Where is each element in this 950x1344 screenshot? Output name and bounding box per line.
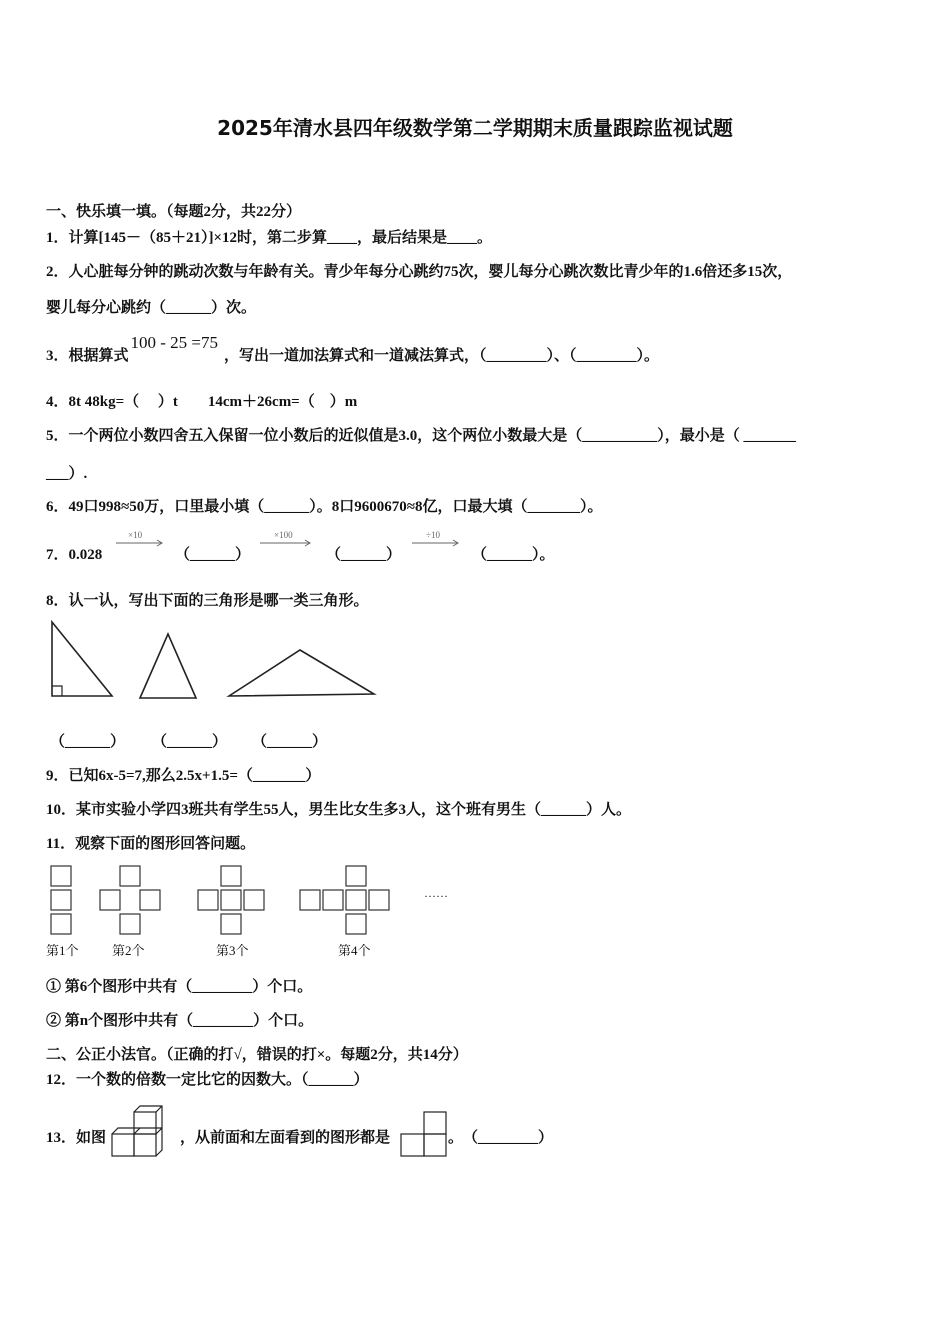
question-7-blank-3: （______）。 xyxy=(472,547,555,563)
question-2-line-2: 婴儿每分心跳约（______）次。 xyxy=(46,300,257,316)
question-13-suffix: 。 （________） xyxy=(448,1130,554,1146)
section-1-heading: 一、快乐填一填。（每题2分，共22分） xyxy=(46,204,302,220)
question-8-blank-2: （______） xyxy=(152,734,228,750)
pattern-figure-2 xyxy=(100,866,160,934)
question-13-prefix: 13．如图 xyxy=(46,1130,107,1146)
question-6: 6．49口998≈50万，口里最小填（______）。8口9600670≈8亿，口最大填（_______）。 xyxy=(46,499,603,515)
square-pattern-figure xyxy=(46,864,466,940)
question-4: 4．8t 48kg=（ ）t 14cm＋26cm=（ ）m xyxy=(46,394,358,410)
right-triangle xyxy=(52,622,112,696)
page-title: 2025年清水县四年级数学第二学期期末质量跟踪监视试题 xyxy=(217,116,733,140)
question-8: 8．认一认，写出下面的三角形是哪一类三角形。 xyxy=(46,593,369,609)
arrow-label-1: ×10 xyxy=(128,530,143,540)
question-7-blank-1: （______） xyxy=(175,547,251,563)
question-2-line-1: 2．人心脏每分钟的跳动次数与年龄有关。青少年每分心跳约75次，婴儿每分心跳次数比青少年的1.6倍还多15次， xyxy=(46,264,793,280)
pattern-label-1: 第1个 xyxy=(46,943,79,958)
question-7-blank-2: （______） xyxy=(326,547,402,563)
arrow-label-3: ÷10 xyxy=(426,530,440,540)
cube-stack-figure xyxy=(110,1098,180,1160)
question-9: 9．已知6x-5=7,那么2.5x+1.5=（_______） xyxy=(46,768,321,784)
question-5-line-1: 5．一个两位小数四舍五入保留一位小数后的近似值是3.0，这个两位小数最大是（__________），最小是（ _______ xyxy=(46,428,797,444)
pattern-label-3: 第3个 xyxy=(216,943,249,958)
question-3 xyxy=(46,333,660,366)
pattern-label-2: 第2个 xyxy=(112,943,145,958)
question-1: 1．计算[145－（85＋21）]×12时，第二步算____，最后结果是____。 xyxy=(46,230,493,246)
question-11: 11．观察下面的图形回答问题。 xyxy=(46,836,256,852)
acute-triangle xyxy=(140,634,196,698)
obtuse-triangle xyxy=(229,650,374,696)
question-7-start: 7．0.028 xyxy=(46,547,103,563)
arrow-divide-10 xyxy=(410,532,462,548)
pattern-ellipsis: …… xyxy=(424,886,448,900)
question-3-prefix: 3．根据算式 xyxy=(46,348,129,364)
arrow-label-2: ×100 xyxy=(274,530,293,540)
pattern-label-4: 第4个 xyxy=(338,943,371,958)
question-12: 12．一个数的倍数一定比它的因数大。（______） xyxy=(46,1072,369,1088)
arrow-times-100 xyxy=(258,532,314,548)
pattern-figure-3 xyxy=(198,866,264,934)
question-11-part-1: ① 第6个图形中共有（________）个口。 xyxy=(46,979,313,995)
question-13-middle: ，从前面和左面看到的图形都是 xyxy=(180,1130,391,1146)
pattern-figure-4 xyxy=(300,866,389,934)
triangles-figure xyxy=(46,618,386,702)
view-shape-figure xyxy=(398,1110,450,1160)
right-angle-mark xyxy=(52,686,62,696)
question-11-part-2: ② 第n个图形中共有（________）个口。 xyxy=(46,1013,314,1029)
arrow-times-10 xyxy=(114,532,166,548)
question-3-formula: 100 - 25 =75 xyxy=(130,333,219,352)
question-5-line-2: ___）. xyxy=(46,466,88,482)
section-2-heading: 二、公正小法官。（正确的打√，错误的打×。每题2分，共14分） xyxy=(46,1047,468,1063)
pattern-figure-1 xyxy=(51,866,71,934)
question-8-blank-1: （______） xyxy=(50,734,126,750)
question-10: 10．某市实验小学四3班共有学生55人，男生比女生多3人，这个班有男生（______）人。 xyxy=(46,802,632,818)
question-8-blank-3: （______） xyxy=(252,734,328,750)
question-3-suffix: ，写出一道加法算式和一道减法算式，（________）、（________）。 xyxy=(224,348,660,364)
